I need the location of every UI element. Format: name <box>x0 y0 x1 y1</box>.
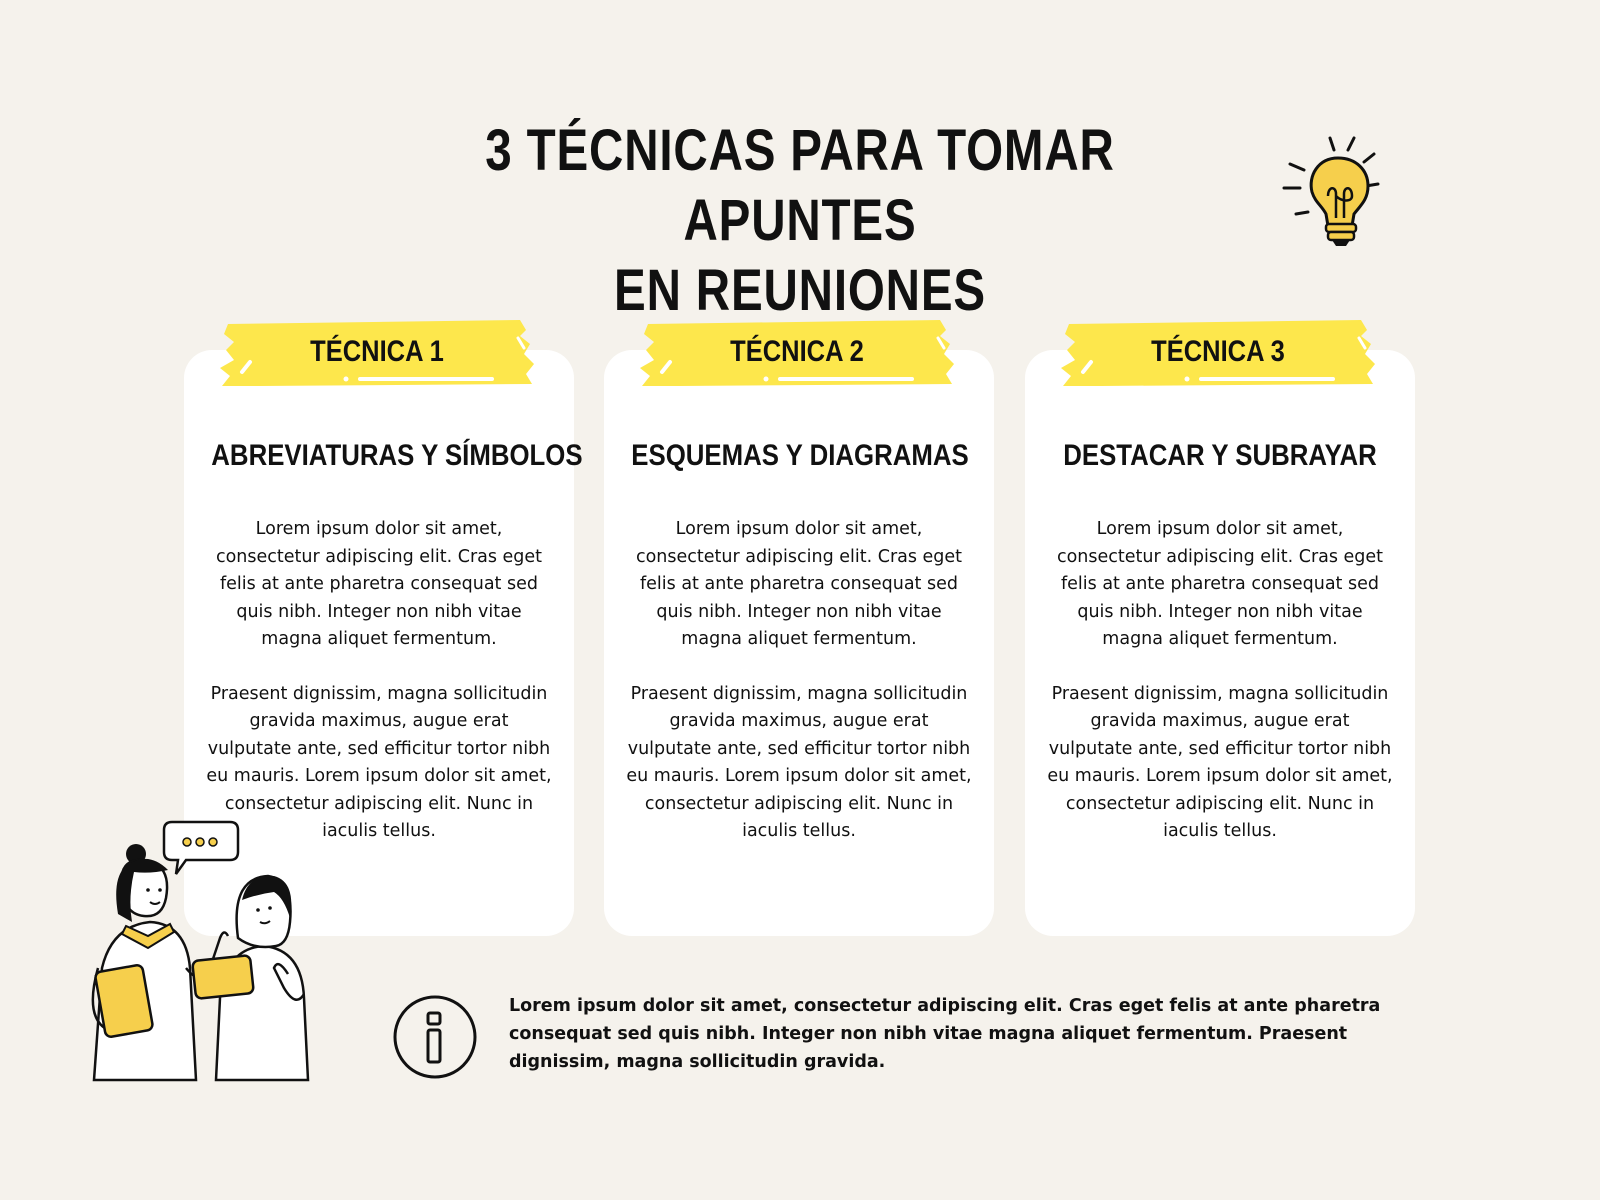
info-icon <box>392 994 478 1080</box>
two-women-talking-illustration <box>78 818 328 1083</box>
tape-label-2 <box>640 320 954 390</box>
page-title-line-1: 3 TÉCNICAS PARA TOMAR APUNTES <box>485 118 1115 253</box>
technique-heading: ABREVIATURAS Y SÍMBOLOS <box>211 439 583 472</box>
technique-tag: TÉCNICA 1 <box>310 335 444 368</box>
technique-tag: TÉCNICA 3 <box>1151 335 1285 368</box>
technique-card-2 <box>604 335 994 936</box>
lightbulb-icon <box>1282 130 1400 250</box>
speech-bubble-icon <box>164 822 238 874</box>
technique-paragraph: Lorem ipsum dolor sit amet, consectetur adipiscing elit. Cras eget felis at ante pharetra consequat sed quis nibh. Integer non nibh vitae magna aliquet fermentum. <box>635 519 963 649</box>
technique-paragraph: Praesent dignissim, magna sollicitudin gravida maximus, augue erat vulputate ante, sed efficitur tortor nibh eu mauris. Lorem ipsum dolor sit amet, consectetur adipiscing elit. Nunc in iaculis tellus. <box>1047 683 1393 841</box>
technique-paragraph: Lorem ipsum dolor sit amet, consectetur adipiscing elit. Cras eget felis at ante pharetra consequat sed quis nibh. Integer non nibh vitae magna aliquet fermentum. <box>215 519 543 649</box>
technique-heading: DESTACAR Y SUBRAYAR <box>1063 439 1377 472</box>
tape-label-3 <box>1061 320 1375 390</box>
technique-tag: TÉCNICA 2 <box>730 335 864 368</box>
page-title <box>390 116 1210 326</box>
page-title-line-2: EN REUNIONES <box>614 258 986 323</box>
technique-body <box>626 516 972 873</box>
tape-label-1 <box>220 320 534 390</box>
technique-heading: ESQUEMAS Y DIAGRAMAS <box>631 439 969 472</box>
footer-note: Lorem ipsum dolor sit amet, consectetur adipiscing elit. Cras eget felis at ante pharetra consequat sed quis nibh. Integer non nibh vitae magna aliquet fermentum. Praesent dignissim, magna sollicitudin gravida. <box>509 996 1381 1072</box>
technique-paragraph: Lorem ipsum dolor sit amet, consectetur adipiscing elit. Cras eget felis at ante pharetra consequat sed quis nibh. Integer non nibh vitae magna aliquet fermentum. <box>1056 519 1384 649</box>
technique-paragraph: Praesent dignissim, magna sollicitudin gravida maximus, augue erat vulputate ante, sed efficitur tortor nibh eu mauris. Lorem ipsum dolor sit amet, consectetur adipiscing elit. Nunc in iaculis tellus. <box>626 683 972 841</box>
technique-paragraph: Praesent dignissim, magna sollicitudin gravida maximus, augue erat vulputate ante, sed efficitur tortor nibh eu mauris. Lorem ipsum dolor sit amet, consectetur adipiscing elit. Nunc in iaculis tellus. <box>206 683 552 841</box>
technique-card-3 <box>1025 335 1415 936</box>
technique-body <box>1047 516 1393 873</box>
